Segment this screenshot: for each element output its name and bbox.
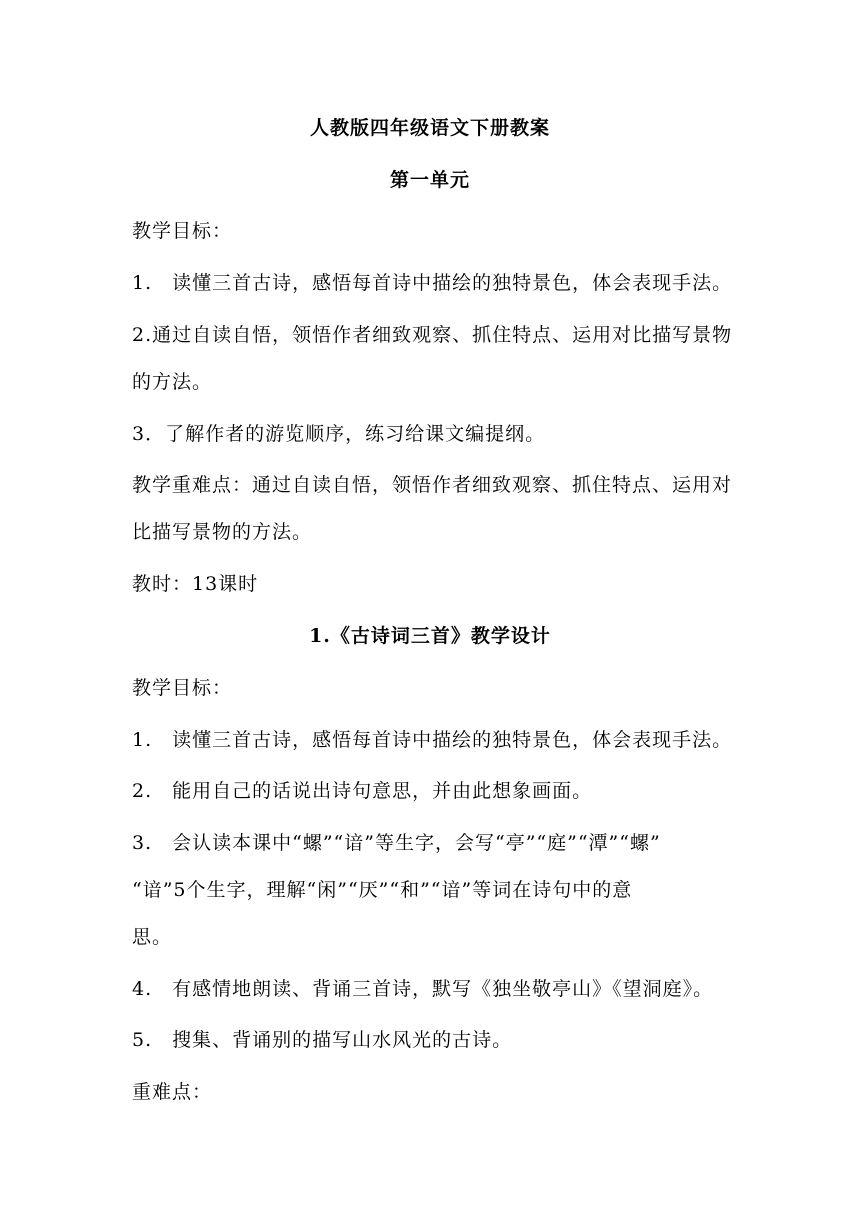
lesson-goal-line: “谙”5个生字，理解“闲”“厌”“和”“谙”等词在诗句中的意 <box>132 879 633 901</box>
lesson-goal-line: 2. 能用自己的话说出诗句意思，并由此想象画面。 <box>132 780 593 802</box>
lesson-heading: 1.《古诗词三首》教学设计 <box>309 625 551 647</box>
unit-goal-line: 2.通过自读自悟，领悟作者细致观察、抓住特点、运用对比描写景物 <box>132 324 733 346</box>
lesson-key-label: 重难点： <box>132 1081 213 1103</box>
unit-heading: 第一单元 <box>389 169 470 191</box>
class-hours: 教时：13课时 <box>132 573 259 595</box>
unit-key-points: 教学重难点：通过自读自悟，领悟作者细致观察、抓住特点、运用对 <box>132 474 733 496</box>
lesson-goal-line: 思。 <box>132 926 173 948</box>
unit-goal-line: 的方法。 <box>132 371 213 393</box>
lesson-goal-line: 3. 会认读本课中“螺”“谙”等生字，会写“亭”“庭”“潭”“螺” <box>132 832 661 854</box>
lesson-goal-line: 4. 有感情地朗读、背诵三首诗，默写《独坐敬亭山》《望洞庭》。 <box>132 978 714 1000</box>
document-title: 人教版四年级语文下册教案 <box>309 117 550 139</box>
lesson-goal-line: 5. 搜集、背诵别的描写山水风光的古诗。 <box>132 1029 513 1051</box>
lesson-goal-line: 1. 读懂三首古诗，感悟每首诗中描绘的独特景色，体会表现手法。 <box>132 729 733 751</box>
unit-goal-line: 3．了解作者的游览顺序，练习给课文编提纲。 <box>132 423 546 445</box>
lesson-goals-label: 教学目标： <box>132 677 233 699</box>
unit-goals-label: 教学目标： <box>132 220 233 242</box>
unit-key-points-cont: 比描写景物的方法。 <box>132 521 313 543</box>
unit-goal-line: 1. 读懂三首古诗，感悟每首诗中描绘的独特景色，体会表现手法。 <box>132 272 733 294</box>
